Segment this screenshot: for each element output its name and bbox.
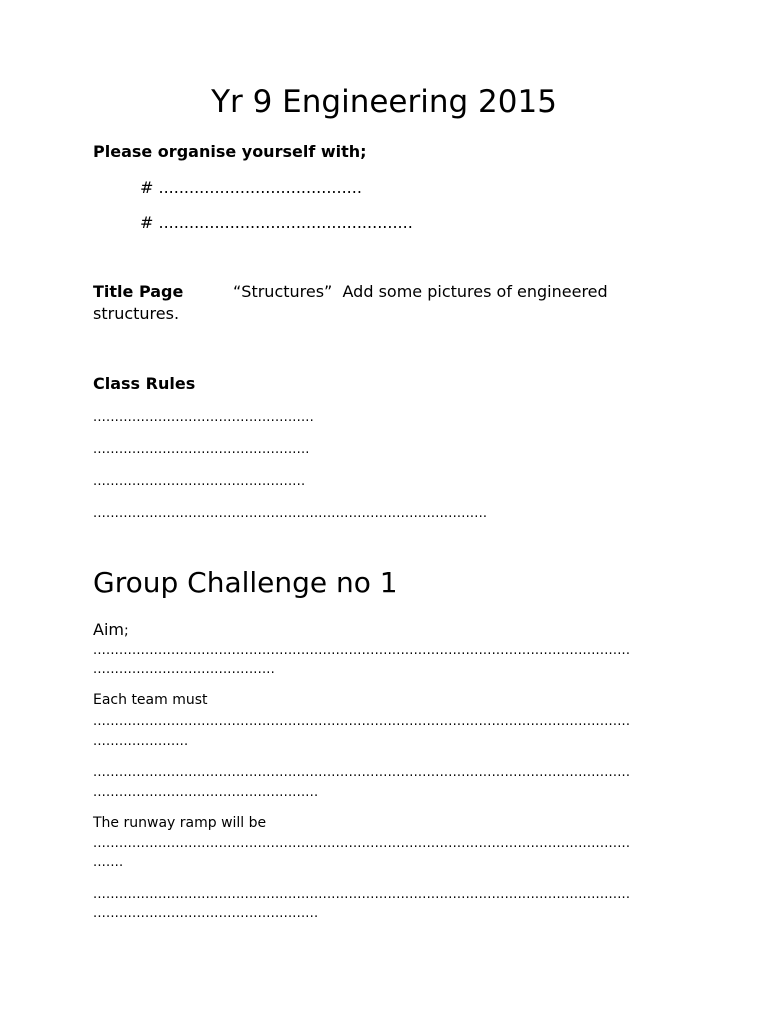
organise-item-1: # ........................................: [140, 178, 362, 197]
each-team-label: Each team must: [93, 692, 208, 708]
each-team-line: ............................................................................................................................: [93, 714, 631, 729]
class-rules-heading: Class Rules: [93, 374, 196, 393]
class-rule-line: ...........................................................................................: [93, 506, 488, 521]
challenge-heading: Group Challenge no 1: [93, 566, 398, 599]
class-rule-line: ...................................................: [93, 410, 314, 425]
class-rule-line: ..................................................: [93, 442, 310, 457]
runway-line: .......: [93, 855, 124, 870]
title-page-text: “Structures” Add some pictures of engineered: [233, 282, 608, 301]
each-team-line: ....................................................: [93, 785, 319, 800]
runway-label: The runway ramp will be: [93, 815, 267, 831]
title-page-text-continued: structures.: [93, 304, 180, 323]
runway-line: ............................................................................................................................: [93, 836, 631, 851]
class-rule-line: .................................................: [93, 474, 306, 489]
aim-label-text: Aim: [93, 620, 124, 639]
organise-item-2: # ..................................................: [140, 213, 413, 232]
each-team-line: ......................: [93, 734, 189, 749]
organise-heading: Please organise yourself with;: [93, 142, 367, 161]
each-team-line: ............................................................................................................................: [93, 765, 631, 780]
title-page-label: Title Page: [93, 282, 184, 301]
runway-line: ....................................................: [93, 906, 319, 921]
aim-semicolon: ;: [123, 623, 129, 639]
aim-line: ..........................................: [93, 662, 275, 677]
aim-line: ............................................................................................................................: [93, 643, 631, 658]
runway-line: ............................................................................................................................: [93, 887, 631, 902]
document-title: Yr 9 Engineering 2015: [211, 84, 557, 120]
aim-label: [93, 620, 129, 639]
